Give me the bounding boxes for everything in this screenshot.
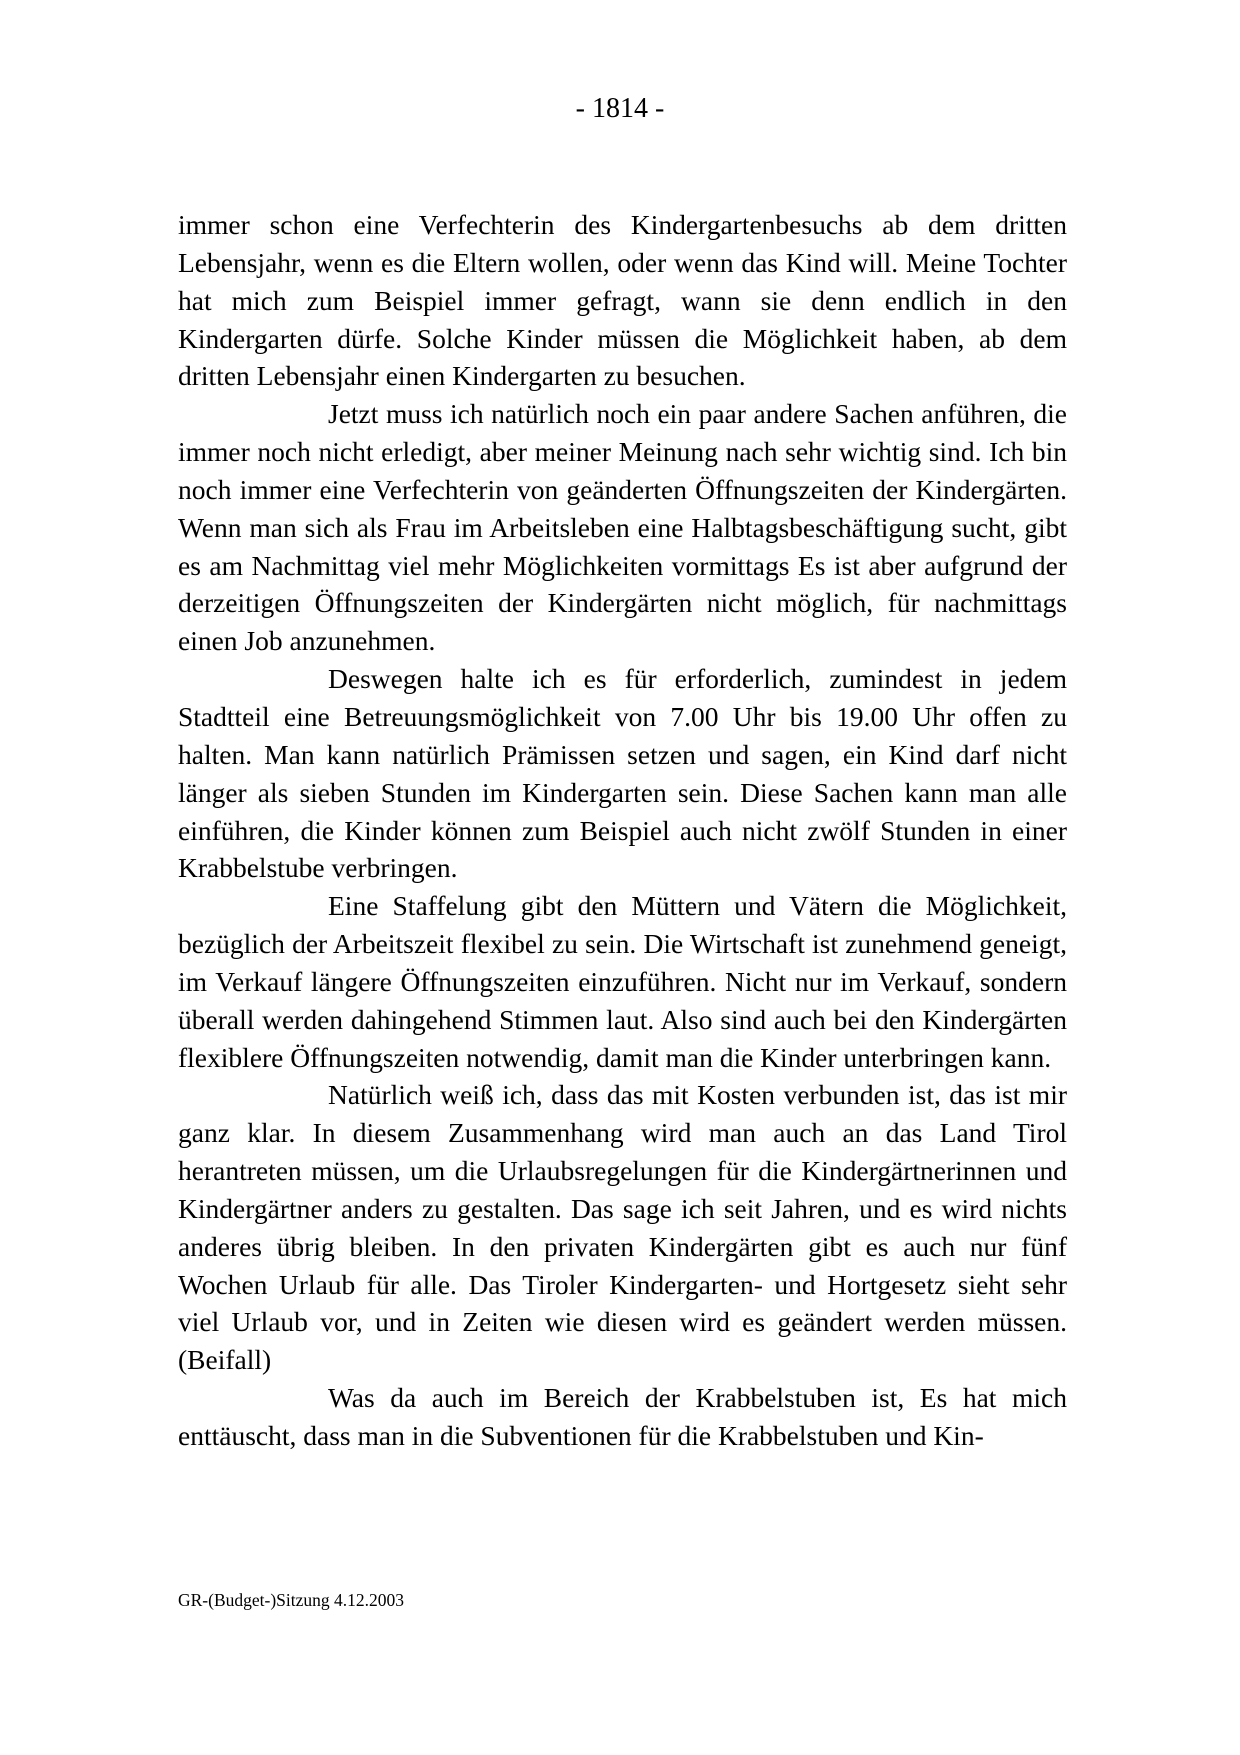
paragraph-5: Natürlich weiß ich, dass das mit Kosten verbunden ist, das ist mir ganz klar. In diesem Zusammenhang wird man auch an das Land Tirol herantreten müssen, um die Urlaubsregelungen für die Kindergärtnerinnen und Kindergärtner anders zu gestalten. Das sage ich seit Jahren, und es wird nichts anderes übrig bleiben. In den privaten Kindergärten gibt es auch nur fünf Wochen Urlaub für alle. Das Tiroler Kindergarten- und Hortgesetz sieht sehr viel Urlaub vor, und in Zeiten wie diesen wird es geändert werden müssen. (Beifall) [178, 1079, 1067, 1376]
paragraph-6: Was da auch im Bereich der Krabbelstuben ist, Es hat mich enttäuscht, dass man in die Subventionen für die Krabbelstuben und Kin- [178, 1382, 1067, 1451]
paragraph-2: Jetzt muss ich natürlich noch ein paar andere Sachen anführen, die immer noch nicht erledigt, aber meiner Meinung nach sehr wichtig sind. Ich bin noch immer eine Verfechterin von geänderten Öffnungszeiten der Kindergärten. Wenn man sich als Frau im Arbeitsleben eine Halbtagsbeschäftigung sucht, gibt es am Nachmittag viel mehr Möglichkeiten vormittags Es ist aber aufgrund der derzeitigen Öffnungszeiten der Kindergärten nicht möglich, für nachmittags einen Job anzunehmen. [178, 398, 1067, 657]
page-number: - 1814 - [575, 93, 665, 124]
paragraph-4: Eine Staffelung gibt den Müttern und Vätern die Möglichkeit, bezüglich der Arbeitszeit flexibel zu sein. Die Wirtschaft ist zunehmend geneigt, im Verkauf längere Öffnungszeiten einzuführen. Nicht nur im Verkauf, sondern überall werden dahingehend Stimmen laut. Also sind auch bei den Kindergärten flexiblere Öffnungszeiten notwendig, damit man die Kinder unterbringen kann. [178, 890, 1067, 1073]
paragraph-1: immer schon eine Verfechterin des Kindergartenbesuchs ab dem dritten Lebensjahr, wenn es die Eltern wollen, oder wenn das Kind will. Meine Tochter hat mich zum Beispiel immer gefragt, wann sie denn endlich in den Kindergarten dürfe. Solche Kinder müssen die Möglichkeit haben, ab dem dritten Lebensjahr einen Kindergarten zu besuchen. [178, 209, 1067, 392]
footer-session-label: GR-(Budget-)Sitzung 4.12.2003 [178, 1590, 405, 1610]
paragraph-3: Deswegen halte ich es für erforderlich, zumindest in jedem Stadtteil eine Betreuungsmöglichkeit von 7.00 Uhr bis 19.00 Uhr offen zu halten. Man kann natürlich Prämissen setzen und sagen, ein Kind darf nicht länger als sieben Stunden im Kindergarten sein. Diese Sachen kann man alle einführen, die Kinder können zum Beispiel auch nicht zwölf Stunden in einer Krabbelstube verbringen. [178, 663, 1067, 884]
document-body [178, 206, 1067, 1455]
